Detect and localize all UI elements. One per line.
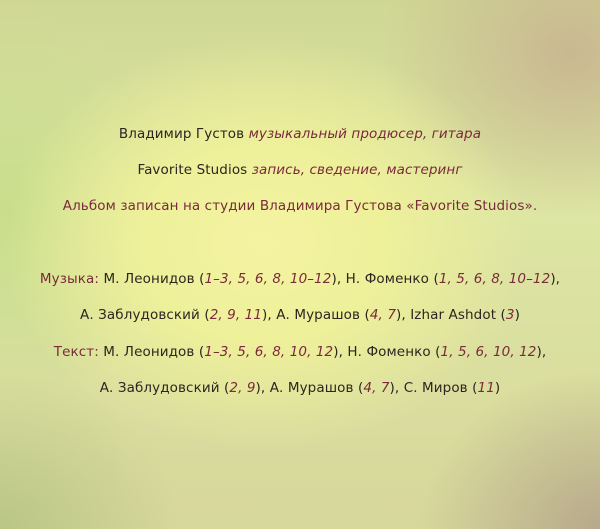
music-composer-name: Н. Фоменко [345,271,430,287]
lyrics-credits-line-1: Текст: М. Леонидов (1–3, 5, 6, 8, 10, 12), Н. Фоменко (1, 5, 6, 10, 12), [53,344,547,360]
music-composer-name: А. Заблудовский [80,307,200,323]
lyrics-credits-line-2: А. Заблудовский (2, 9), А. Мурашов (4, 7), С. Миров (11) [99,380,501,396]
lyricist-name: Н. Фоменко [347,344,431,360]
music-composer-name: М. Леонидов [103,271,195,287]
music-composer-tracks: 4, 7 [369,307,397,323]
music-label: Музыка: [39,271,100,287]
music-credits-line-2: А. Заблудовский (2, 9, 11), А. Мурашов (4, 7), Izhar Ashdot (3) [80,307,520,323]
producer-name: Владимир Густов [118,126,245,142]
lyricist-tracks: 4, 7 [363,380,390,396]
studio-role: запись, сведение, мастеринг [251,162,463,178]
music-composer-name: А. Мурашов [276,307,361,323]
music-composer-tracks: 1, 5, 6, 8, 10–12 [438,271,551,287]
studio-line [0,162,600,178]
lyricist-tracks: 1–3, 5, 6, 8, 10, 12 [204,344,334,360]
lyricist-tracks: 11 [477,380,495,396]
music-composer-tracks: 2, 9, 11 [209,307,263,323]
lyricist-tracks: 1, 5, 6, 10, 12 [440,344,537,360]
lyricist-name: С. Миров [403,380,468,396]
producer-line [0,126,600,142]
lyrics-label: Текст: [53,344,99,360]
music-composer-tracks: 3 [505,307,515,323]
recorded-note: Альбом записан на студии Владимира Густова «Favorite Studios». [62,198,538,214]
lyricist-name: М. Леонидов [103,344,195,360]
lyricist-name: А. Мурашов [269,380,354,396]
studio-name: Favorite Studios [137,162,248,178]
lyricist-name: А. Заблудовский [99,380,220,396]
music-composer-name: Izhar Ashdot [410,307,497,323]
music-credits-line-1: Музыка: М. Леонидов (1–3, 5, 6, 8, 10–12), Н. Фоменко (1, 5, 6, 8, 10–12), [39,271,561,287]
music-composer-tracks: 1–3, 5, 6, 8, 10–12 [204,271,332,287]
lyricist-tracks: 2, 9 [229,380,256,396]
producer-role: музыкальный продюсер, гитара [248,126,482,142]
